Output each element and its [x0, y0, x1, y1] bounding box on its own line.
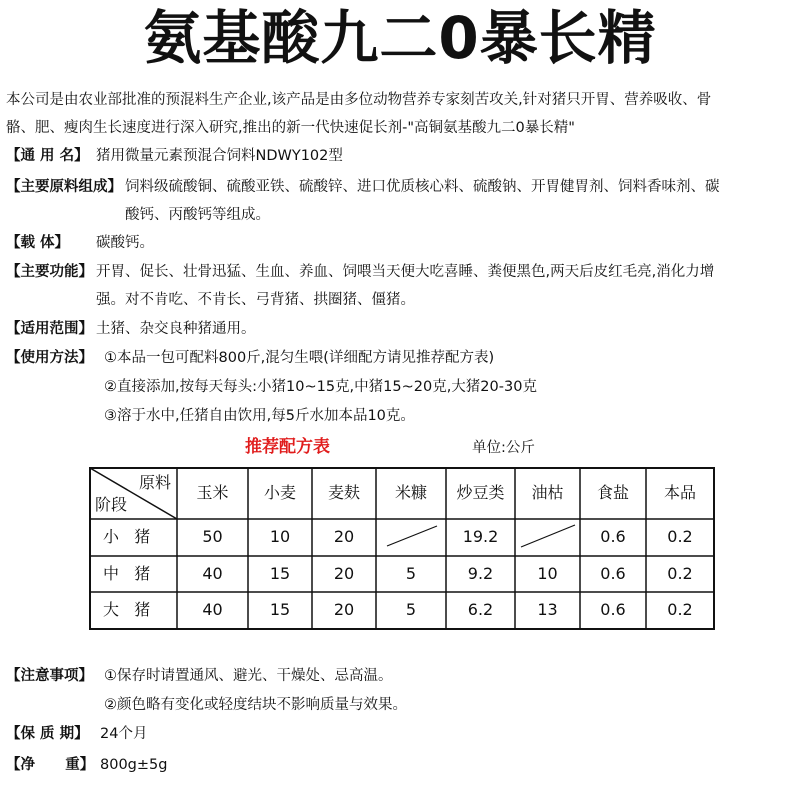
scope-value: 土猪、杂交良种猪通用。 — [96, 321, 256, 337]
table-cell: 20 — [333, 564, 355, 583]
page-title: 氨基酸九二0暴长精 — [143, 4, 657, 72]
empty-cell-slash — [521, 525, 575, 547]
table-cell: 0.6 — [600, 527, 626, 546]
column-header: 麦麸 — [327, 483, 360, 502]
table-cell: 40 — [202, 600, 223, 619]
table-cell: 20 — [333, 600, 355, 619]
notes-label: 【注意事项】 — [6, 668, 93, 684]
intro-line-2: 骼、肥、瘦肉生长速度进行深入研究,推出的新一代快速促长剂-"高铜氨基酸九二0暴长精" — [6, 120, 575, 136]
table-cell: 6.2 — [467, 600, 494, 619]
column-header: 炒豆类 — [456, 483, 505, 502]
table-cell: 9.2 — [467, 564, 494, 583]
ingredients-label: 【主要原料组成】 — [6, 179, 122, 195]
carrier-label: 【载 体】 — [6, 235, 70, 251]
notes-line-2: ②颜色略有变化或轻度结块不影响质量与效果。 — [104, 697, 407, 713]
column-header: 本品 — [663, 483, 696, 502]
shelf-life-value: 24个月 — [100, 726, 148, 742]
column-header: 米糠 — [394, 483, 427, 502]
table-cell: 0.2 — [667, 600, 693, 619]
common-name-label: 【通 用 名】 — [6, 148, 89, 164]
shelf-life-label: 【保 质 期】 — [6, 726, 89, 742]
table-cell: 0.2 — [667, 564, 693, 583]
column-header: 油枯 — [531, 483, 564, 502]
table-cell: 40 — [202, 564, 223, 583]
corner-material-label: 原料 — [139, 473, 172, 492]
ingredients-line-1: 饲料级硫酸铜、硫酸亚铁、硫酸锌、进口优质核心料、硫酸钠、开胃健胃剂、饲料香味剂、碳 — [125, 179, 720, 195]
table-cell: 13 — [537, 600, 558, 619]
net-weight-label: 【净 重】 — [6, 757, 95, 773]
table-cell: 15 — [269, 600, 291, 619]
formula-table-unit: 单位:公斤 — [472, 440, 535, 456]
formula-table-title: 推荐配方表 — [245, 437, 330, 457]
corner-stage-label: 阶段 — [95, 495, 128, 514]
usage-line-2: ②直接添加,按每天每头:小猪10~15克,中猪15~20克,大猪20-30克 — [104, 379, 537, 395]
formula-table — [89, 467, 715, 630]
table-cell: 15 — [269, 564, 291, 583]
table-cell: 10 — [537, 564, 558, 583]
scope-label: 【适用范围】 — [6, 321, 93, 337]
table-cell: 0.2 — [667, 527, 693, 546]
ingredients-line-2: 酸钙、丙酸钙等组成。 — [125, 207, 270, 223]
table-cell: 0.6 — [600, 564, 626, 583]
column-header: 小麦 — [263, 483, 296, 502]
column-header: 玉米 — [196, 483, 229, 502]
usage-line-1: ①本品一包可配料800斤,混匀生喂(详细配方请见推荐配方表) — [104, 350, 495, 366]
table-cell: 20 — [333, 527, 355, 546]
net-weight-value: 800g±5g — [100, 757, 168, 773]
table-cell: 10 — [269, 527, 291, 546]
carrier-value: 碳酸钙。 — [96, 235, 154, 251]
table-cell: 0.6 — [600, 600, 626, 619]
column-header: 食盐 — [596, 483, 629, 502]
row-stage: 中 猪 — [103, 564, 151, 583]
empty-cell-slash — [387, 526, 437, 546]
usage-line-3: ③溶于水中,任猪自由饮用,每5斤水加本品10克。 — [104, 408, 415, 424]
row-stage: 小 猪 — [103, 527, 151, 546]
notes-line-1: ①保存时请置通风、避光、干燥处、忌高温。 — [104, 668, 393, 684]
intro-line-1: 本公司是由农业部批准的预混料生产企业,该产品是由多位动物营养专家刻苦攻关,针对猪只开胃、营养吸收、骨 — [6, 92, 712, 108]
functions-line-1: 开胃、促长、壮骨迅猛、生血、养血、饲喂当天便大吃喜睡、粪便黑色,两天后皮红毛亮,消化力增 — [96, 264, 715, 280]
usage-label: 【使用方法】 — [6, 350, 93, 366]
table-cell: 50 — [202, 527, 223, 546]
table-cell: 5 — [405, 564, 417, 583]
functions-label: 【主要功能】 — [6, 264, 93, 280]
common-name-value: 猪用微量元素预混合饲料NDWY102型 — [96, 148, 343, 164]
functions-line-2: 强。对不肯吃、不肯长、弓背猪、拱圈猪、僵猪。 — [96, 292, 415, 308]
row-stage: 大 猪 — [103, 600, 151, 619]
table-cell: 5 — [405, 600, 417, 619]
table-cell: 19.2 — [462, 527, 499, 546]
